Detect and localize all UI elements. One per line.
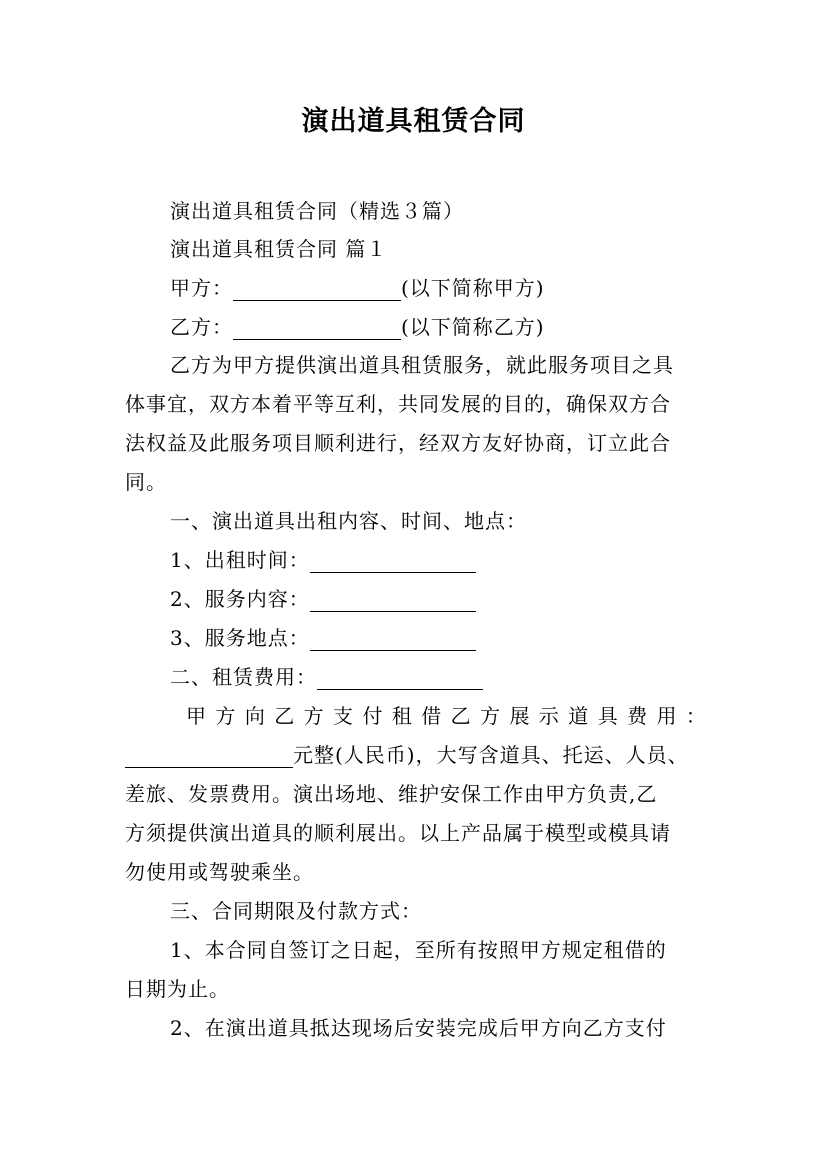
clause3-item-1-line-1: 1、本合同自签订之日起，至所有按照甲方规定租借的 [170, 938, 667, 962]
party-b-line [170, 308, 545, 346]
clause2-char: 用 [656, 704, 677, 728]
clause1-item-1-blank [310, 550, 476, 573]
clause1-item-3-label: 3、服务地点： [170, 626, 310, 650]
clause1-heading: 一、演出道具出租内容、时间、地点： [170, 509, 527, 533]
clause1-item-2-label: 2、服务内容： [170, 587, 310, 611]
clause2-char: 向 [244, 704, 265, 728]
clause2-char: 道 [568, 704, 589, 728]
party-b-suffix: (以下简称乙方) [401, 315, 545, 339]
clause3-item-1-line-2: 日期为止。 [125, 977, 230, 1001]
clause2-char: 展 [509, 704, 530, 728]
clause2-line-2-text: 元整(人民币)，大写含道具、托运、人员、 [293, 743, 689, 767]
clause3-item-2-line-1: 2、在演出道具抵达现场后安装完成后甲方向乙方支付 [170, 1016, 667, 1040]
clause2-char: 方 [215, 704, 236, 728]
clause1-item-3-blank [310, 628, 476, 651]
section-heading: 演出道具租赁合同 篇１ [170, 237, 388, 261]
party-a-label: 甲方： [170, 276, 233, 300]
intro-line-4: 同。 [125, 470, 167, 494]
clause2-heading-line [170, 658, 483, 696]
clause2-char: 方 [480, 704, 501, 728]
clause2-line-1 [186, 697, 706, 735]
clause2-char: 方 [303, 704, 324, 728]
clause2-char: 费 [627, 704, 648, 728]
clause2-char: 示 [538, 704, 559, 728]
clause2-char: 具 [597, 704, 618, 728]
clause2-char: 支 [333, 704, 354, 728]
party-a-blank [233, 278, 401, 301]
clause1-item-2 [170, 580, 476, 618]
clause1-item-1-label: 1、出租时间： [170, 548, 310, 572]
clause2-char: 乙 [274, 704, 295, 728]
clause2-line-4: 方须提供演出道具的顺利展出。以上产品属于模型或模具请 [125, 821, 671, 845]
clause2-fee-blank [317, 667, 483, 690]
clause1-item-1 [170, 541, 476, 579]
clause2-heading: 二、租赁费用： [170, 665, 317, 689]
clause2-amount-blank [125, 745, 293, 768]
party-b-blank [233, 317, 401, 340]
document-title: 演出道具租赁合同 [301, 106, 526, 137]
clause1-item-2-blank [310, 589, 476, 612]
party-b-label: 乙方： [170, 315, 233, 339]
clause1-item-3 [170, 619, 476, 657]
clause2-char: 甲 [186, 704, 206, 728]
clause2-line-2 [125, 736, 689, 774]
clause2-char: 租 [391, 704, 412, 728]
clause2-line-3: 差旅、发票费用。演出场地、维护安保工作由甲方负责,乙 [125, 782, 658, 806]
subtitle: 演出道具租赁合同（精选３篇） [170, 199, 464, 223]
intro-line-1: 乙方为甲方提供演出道具租赁服务，就此服务项目之具 [170, 353, 674, 377]
clause2-char: 借 [421, 704, 442, 728]
clause3-heading: 三、合同期限及付款方式： [170, 899, 422, 923]
clause2-char: 付 [362, 704, 383, 728]
clause2-line-5: 勿使用或驾驶乘坐。 [125, 860, 314, 884]
intro-line-3: 法权益及此服务项目顺利进行，经双方友好协商，订立此合 [125, 431, 671, 455]
intro-line-2: 体事宜，双方本着平等互利，共同发展的目的，确保双方合 [125, 392, 671, 416]
party-a-suffix: (以下简称甲方) [401, 276, 545, 300]
clause2-char: ： [685, 704, 706, 728]
party-a-line [170, 269, 545, 307]
clause2-char: 乙 [450, 704, 471, 728]
